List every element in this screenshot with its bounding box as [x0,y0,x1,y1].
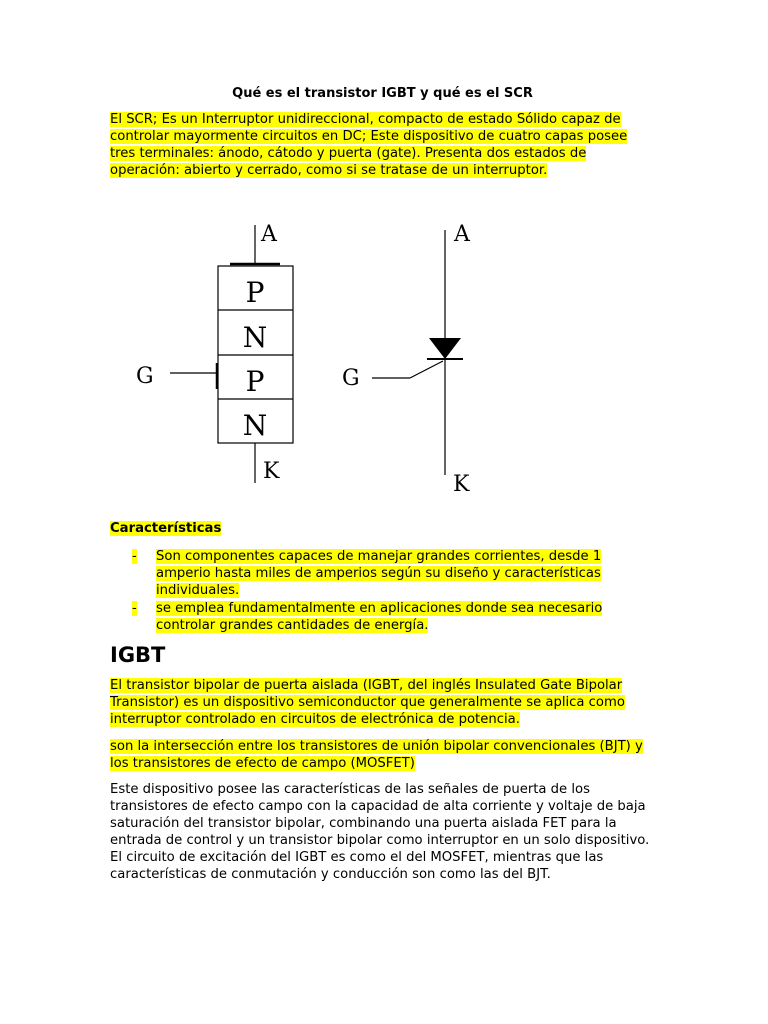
document-title: Qué es el transistor IGBT y qué es el SCR [232,86,533,101]
scr-intro-text: El SCR; Es un Interruptor unidireccional, compacto de estado Sólido capaz de controlar mayormente circuitos en DC; Este dispositivo de cuatro capas posee tres terminales: ánodo, cátodo y puerta (gate). Presenta dos estados de operación: abierto y cerrado, como si se tratase de un interruptor. [110,112,628,178]
characteristic-text: Son componentes capaces de manejar grandes corrientes, desde 1 amperio hasta miles de amperios según su diseño y características individuales. [156,549,602,598]
characteristics-heading-text: Características [110,521,222,536]
characteristic-text: se emplea fundamentalmente en aplicaciones donde sea necesario controlar grandes cantidades de energía. [156,601,603,633]
pnpn-structure [136,222,293,484]
layer-1-label: P [245,276,265,309]
list-item [110,600,655,634]
symbol-anode-label: A [454,222,470,247]
bullet-marker: - [132,549,137,564]
bullet-marker: - [132,601,137,616]
list-item [110,548,655,599]
scr-diagram [120,205,500,500]
gate-label: G [136,364,154,389]
igbt-intersection-paragraph [110,738,655,772]
symbol-cathode-label: K [453,472,470,497]
characteristics-heading [110,520,221,537]
igbt-intersection-text: son la intersección entre los transistores de unión bipolar convencionales (BJT) y los transistores de efecto de campo (MOSFET) [110,739,643,771]
characteristics-list [110,548,655,635]
layer-3-label: P [245,365,265,398]
cathode-label: K [263,459,280,484]
igbt-definition-text: El transistor bipolar de puerta aislada (IGBT, del inglés Insulated Gate Bipolar Transistor) es un dispositivo semiconductor que generalmente se aplica como interruptor controlado en circuitos de electrónica de potencia. [110,678,625,727]
layer-2-label: N [242,321,268,354]
symbol-gate-label: G [342,366,360,391]
igbt-description-paragraph: Este dispositivo posee las características de las señales de puerta de los transistores de efecto campo con la capacidad de alta corriente y voltaje de baja saturación del transistor bipolar, combinando una puerta aislada FET para la entrada de control y un transistor bipolar como interruptor en un solo dispositivo. El circuito de excitación del IGBT es como el del MOSFET, mientras que las características de conmutación y conducción son como las del BJT. [110,782,650,882]
layer-4-label: N [242,409,268,442]
igbt-heading: IGBT [110,643,166,667]
scr-symbol [342,222,471,497]
anode-label: A [261,222,277,247]
scr-intro-paragraph [110,111,655,179]
igbt-definition-paragraph [110,677,655,728]
